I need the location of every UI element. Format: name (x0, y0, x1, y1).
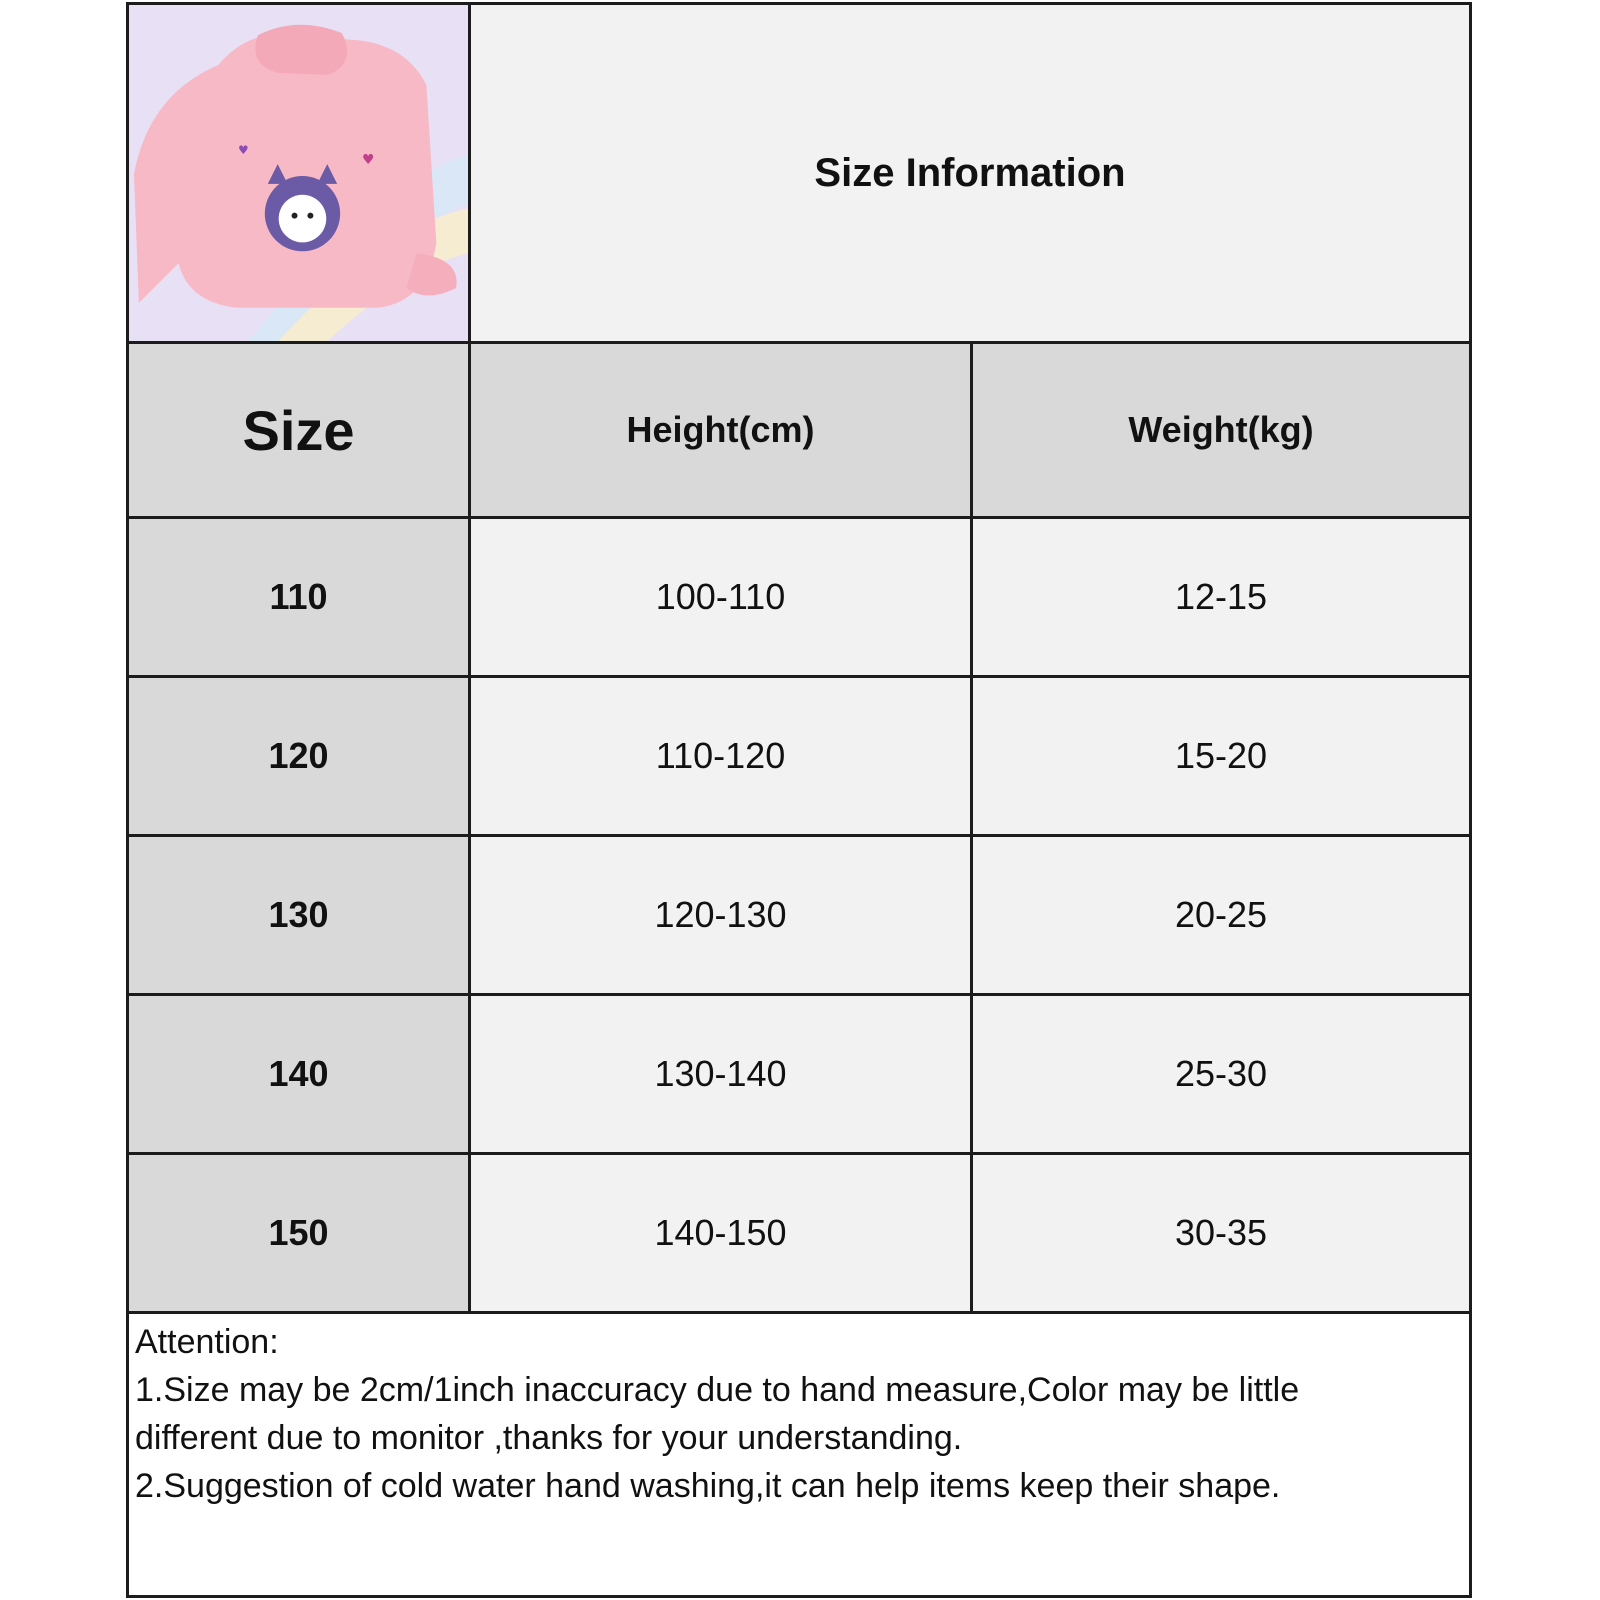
height-cell: 120-130 (471, 837, 973, 993)
page-title-cell (471, 5, 1469, 344)
notes-heading: Attention: (135, 1323, 279, 1361)
table-row (129, 837, 1469, 996)
weight-cell: 15-20 (973, 678, 1469, 834)
hoodie-illustration (129, 5, 468, 343)
weight-cell: 25-30 (973, 996, 1469, 1152)
size-chart-table (126, 2, 1472, 1598)
size-cell: 120 (129, 678, 471, 834)
note-line-1: 1.Size may be 2cm/1inch inaccuracy due to hand measure,Color may be little (135, 1371, 1300, 1409)
weight-cell: 30-35 (973, 1155, 1469, 1311)
column-header-size: Size (129, 344, 471, 516)
table-row (129, 519, 1469, 678)
height-cell: 110-120 (471, 678, 973, 834)
column-header-height: Height(cm) (471, 344, 973, 516)
note-line-1-continued: different due to monitor ,thanks for your understanding. (135, 1419, 963, 1457)
svg-text:♥: ♥ (361, 151, 375, 168)
height-cell: 100-110 (471, 519, 973, 675)
table-row (129, 678, 1469, 837)
height-cell: 130-140 (471, 996, 973, 1152)
height-cell: 140-150 (471, 1155, 973, 1311)
size-cell: 140 (129, 996, 471, 1152)
note-line-2: 2.Suggestion of cold water hand washing,it can help items keep their shape. (135, 1467, 1281, 1505)
svg-text:♥: ♥ (238, 142, 249, 157)
column-header-weight: Weight(kg) (973, 344, 1469, 516)
table-row (129, 1155, 1469, 1314)
size-cell: 150 (129, 1155, 471, 1311)
table-header-row (129, 344, 1469, 519)
attention-notes (129, 1314, 1469, 1514)
weight-cell: 20-25 (973, 837, 1469, 993)
size-cell: 110 (129, 519, 471, 675)
product-image (129, 5, 471, 344)
page-title: Size Information (814, 150, 1126, 195)
size-cell: 130 (129, 837, 471, 993)
weight-cell: 12-15 (973, 519, 1469, 675)
table-row (129, 996, 1469, 1155)
